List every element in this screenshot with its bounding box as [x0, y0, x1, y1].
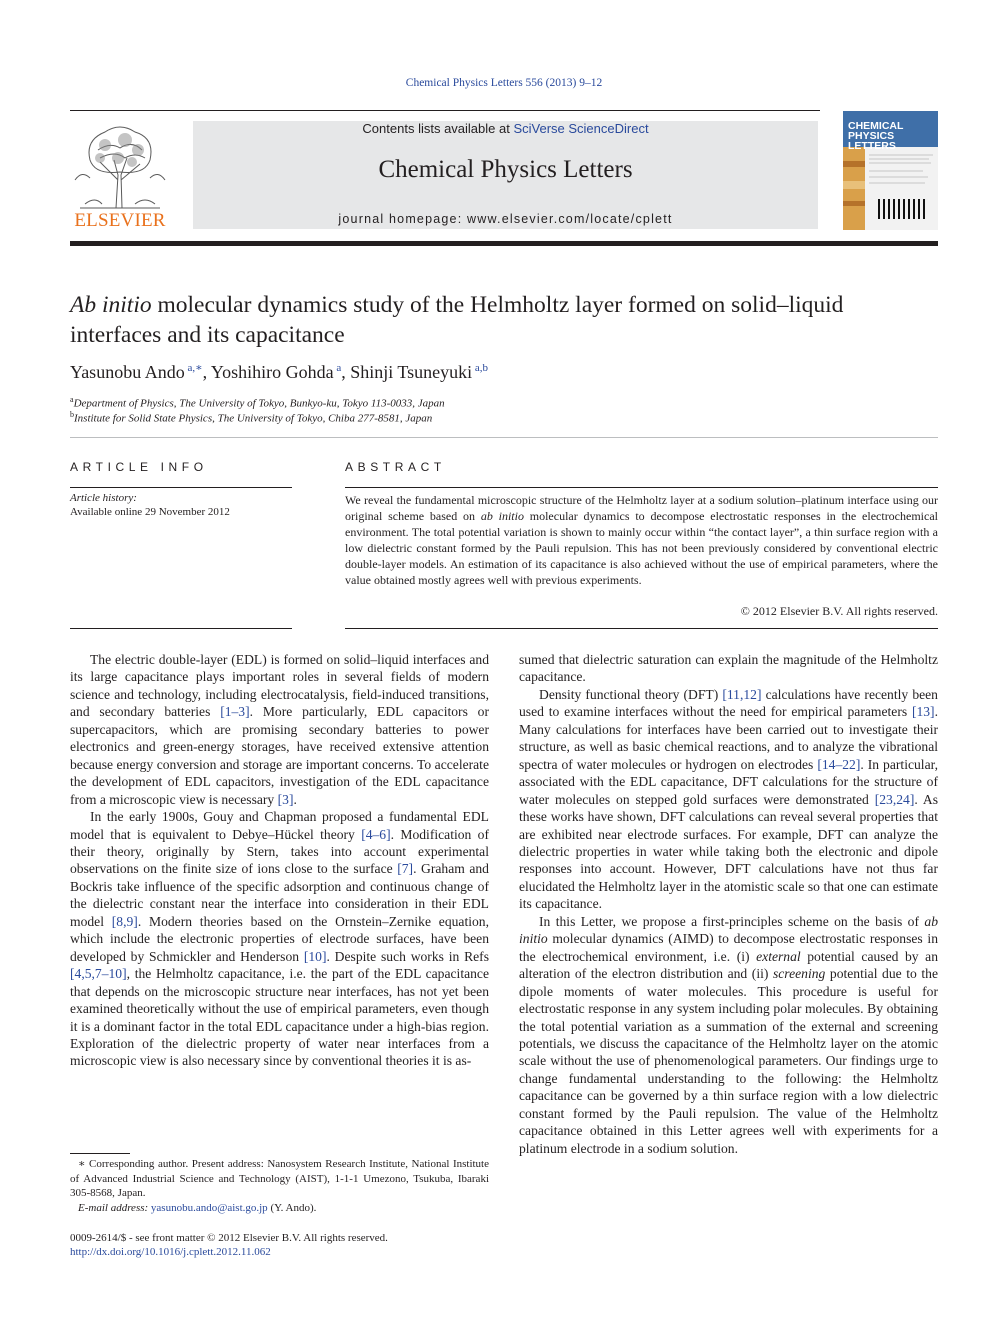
body-paragraph	[519, 686, 938, 913]
citation-link[interactable]: [7]	[397, 861, 414, 877]
journal-title: Chemical Physics Letters	[378, 156, 633, 183]
article-info-heading: ARTICLE INFO	[70, 460, 208, 474]
affiliation-mark: b	[70, 410, 74, 419]
text: potential caused by an alteration of the electron distribution and (ii)	[519, 948, 938, 982]
affiliation-text: Institute for Solid State Physics, The University of Tokyo, Chiba 277-8581, Japan	[74, 412, 433, 425]
text: . Modern theories based on the Ornstein–Zernike equation, which include the electronic properties of electrode surfaces, have been developed by Schmickler and Henderson	[70, 913, 489, 964]
cover-title-line: LETTERS	[848, 140, 896, 152]
citation-link[interactable]: [10]	[303, 948, 327, 964]
author-list: Yasunobu Ando $^{a,∗}$, Yoshihiro Gohda $^a$, Shinji Tsuneyuki $^{a,b}$	[70, 362, 489, 382]
author-affil-mark[interactable]: a,∗	[187, 362, 203, 374]
contents-line	[193, 121, 818, 136]
article-title	[70, 290, 930, 350]
text: molecular dynamics (AIMD) to decompose electrostatic responses in the electrochemical environment, i.e. (i)	[519, 931, 938, 964]
citation-link[interactable]: [13]	[911, 704, 935, 720]
affiliation	[70, 410, 930, 425]
citation-link[interactable]: [4,5,7–10]	[70, 966, 127, 982]
text: The electric double-layer (EDL) is formed on solid–liquid interfaces and its large capacitance plays important roles in several fields of modern science and technology, including electrocatalysis, field-induced transitions, and secondary batteries	[70, 652, 489, 720]
citation-link[interactable]: [3]	[277, 791, 294, 807]
body-column-left	[70, 651, 489, 1070]
author-name[interactable]: Yoshihiro Gohda	[210, 362, 334, 382]
text: . More particularly, EDL capacitors or supercapacitors, which are promising secondary batteries to power electronics and green-energy storages, have received extensive attention because energy conversion and storage are important concerns. To accelerate the development of EDL capacitors, investigation of the EDL capacitance from a microscopic view is necessary	[70, 704, 489, 807]
italic-term: screening	[772, 966, 826, 982]
issn-line: 0009-2614/$ - see front matter © 2012 Elsevier B.V. All rights reserved.	[70, 1232, 388, 1244]
citation-link[interactable]: [14–22]	[817, 756, 861, 772]
email-suffix: (Y. Ando).	[267, 1201, 317, 1214]
footnote	[70, 1157, 489, 1215]
italic-term: external	[756, 948, 801, 964]
abstract-part: We reveal the fundamental microscopic structure of the Helmholtz layer at a sodium solution–platinum interface using our original scheme based on	[345, 493, 938, 523]
abstract-heading: ABSTRACT	[345, 460, 446, 474]
header-rule-thick	[70, 241, 938, 246]
text: . As these works have shown, DFT calculations can reveal several properties that are exhibited near electrode surfaces. For example, DFT can analyze the dielectric properties in water while taking both the electronic and dipole responses into account. However, DFT calculations have not thus far elucidated the Helmholtz layer in the atomistic scale so that one can estimate its capacitance.	[519, 791, 939, 912]
text: . Graham and Bockris take influence of the specific adsorption and continuous change of the dielectric constant near the interface into consideration in their EDL model	[70, 861, 489, 929]
journal-cover	[843, 111, 938, 230]
author-name[interactable]: Shinji Tsuneyuki	[350, 362, 473, 382]
text: In the early 1900s, Gouy and Chapman proposed a fundamental EDL model that is equivalent to Debye–Hückel theory	[70, 809, 489, 842]
doi-link[interactable]: http://dx.doi.org/10.1016/j.cplett.2012.11.062	[70, 1246, 271, 1258]
author-affil-mark[interactable]: a,b	[474, 362, 489, 374]
author-affil-mark[interactable]: a	[336, 362, 342, 374]
divider	[70, 628, 292, 629]
body-paragraph: sumed that dielectric saturation can explain the magnitude of the Helmholtz capacitance.	[519, 652, 938, 685]
text: . Many calculations for interfaces have been carried out to investigate their structure, as well as basic chemical reactions, and to analyze the vibrational spectra of water molecules or hydrogen on electrodes	[519, 704, 938, 772]
copyright-notice: © 2012 Elsevier B.V. All rights reserved.	[740, 604, 938, 618]
corresponding-author-note: ∗ Corresponding author. Present address: Nanosystem Research Institute, National Institute of Advanced Industrial Science and Technology (AIST), 1-1-1 Umezono, Tsukuba, Ibaraki 305-8568, Japan.	[70, 1158, 489, 1199]
header-rule	[70, 110, 820, 111]
author-name[interactable]: Yasunobu Ando	[70, 362, 185, 382]
cover-title-line: PHYSICS	[848, 130, 895, 142]
footnote-rule	[70, 1153, 130, 1154]
italic-term: ab initio	[519, 913, 938, 947]
affiliation-text: Department of Physics, The University of Tokyo, Bunkyo-ku, Tokyo 113-0033, Japan	[73, 397, 445, 410]
cover-title	[848, 121, 936, 151]
abstract-italic: ab initio	[480, 509, 524, 523]
contents-prefix: Contents lists available at	[362, 121, 514, 136]
citation-link[interactable]: [8,9]	[111, 913, 138, 929]
divider	[70, 437, 938, 438]
abstract-text	[345, 492, 938, 588]
email-link[interactable]: yasunobu.ando@aist.go.jp	[150, 1201, 268, 1214]
text: In this Letter, we propose a first-principles scheme on the basis of	[539, 913, 925, 929]
email-note	[70, 1201, 489, 1216]
text: . Despite such works in Refs	[326, 948, 489, 964]
citation-link[interactable]: [1–3]	[220, 704, 250, 720]
article-history-label: Article history:	[70, 492, 137, 504]
journal-homepage[interactable]: journal homepage: www.elsevier.com/locate/cplett	[338, 212, 673, 226]
body-column-right	[519, 651, 938, 1157]
cover-title-line: CHEMICAL	[848, 120, 904, 132]
text: potential due to the dipole moments of water molecules. This procedure is useful for electrostatic response in any system including polar molecules. By obtaining the total potential variation as a summation of the external and screening potentials, we discuss the capacitance of the Helmholtz layer on the atomic scale without the use of phenomenological parameters. Our findings urge to change fundamental understanding to the following: the Helmholtz capacitance can be governed by a thin surface region with a low dielectric constant formed by the Pauli repulsion. The value of the Helmholtz capacitance obtained in this Letter agrees well with experiments for a platinum electrode in a sodium solution.	[519, 966, 938, 1156]
affiliation	[70, 395, 930, 410]
email-label: E-mail address:	[78, 1201, 149, 1214]
elsevier-wordmark: ELSEVIER	[74, 210, 166, 231]
body-paragraph	[70, 651, 489, 808]
text: . In particular, associated with the EDL capacitance, DFT calculations for the structure of water molecules on stepped gold surfaces were demonstrated	[519, 756, 938, 807]
affiliation-mark: a	[70, 395, 74, 404]
citation-link[interactable]: [4–6]	[361, 826, 391, 842]
divider	[70, 487, 292, 488]
divider	[345, 628, 938, 629]
body-paragraph	[519, 913, 938, 1157]
text: , the Helmholtz capacitance, i.e. the part of the EDL capacitance that depends on the microscopic structure near interfaces, has not yet been examined theoretically without the use of empirical parameters, even though it is a dominant factor in the total EDL capacitance under a high-bias region. Exploration of the dielectric property of water near interfaces from a microscopic view is also necessary since by conventional theories it is as-	[70, 966, 489, 1069]
citation-link[interactable]: [23,24]	[874, 791, 915, 807]
front-matter	[70, 1231, 489, 1259]
citation-link[interactable]: [11,12]	[722, 686, 762, 702]
text: .	[293, 791, 297, 807]
text: . Modification of their theory, originally by Stern, takes into account experimental observations on the finite size of ions close to the surface	[70, 826, 489, 877]
body-paragraph	[70, 808, 489, 1070]
divider	[345, 487, 938, 488]
text: calculations have recently been used to examine interfaces without the need for empirical parameters	[519, 686, 938, 720]
sciencedirect-link[interactable]: SciVerse ScienceDirect	[513, 121, 649, 136]
tree-icon	[70, 120, 170, 212]
text: Density functional theory (DFT)	[539, 686, 723, 702]
title-rest: molecular dynamics study of the Helmholtz layer formed on solid–liquid interfaces and its capacitance	[70, 292, 844, 348]
abstract-part: molecular dynamics to decompose electrostatic responses in the electrochemical environment. The total potential variation is shown to mainly occur within “the contact layer”, a thin surface region with a low dielectric constant formed by the Pauli repulsion. This has not been previously considered by conventional electric double-layer models. An estimation of its capacitance is also achieved without the use of empirical parameters, where the value obtained mostly agrees well with previous experiments.	[345, 509, 938, 587]
article-history-value: Available online 29 November 2012	[70, 506, 230, 518]
journal-reference[interactable]: Chemical Physics Letters 556 (2013) 9–12	[405, 77, 603, 89]
title-italic: Ab initio	[70, 292, 152, 318]
